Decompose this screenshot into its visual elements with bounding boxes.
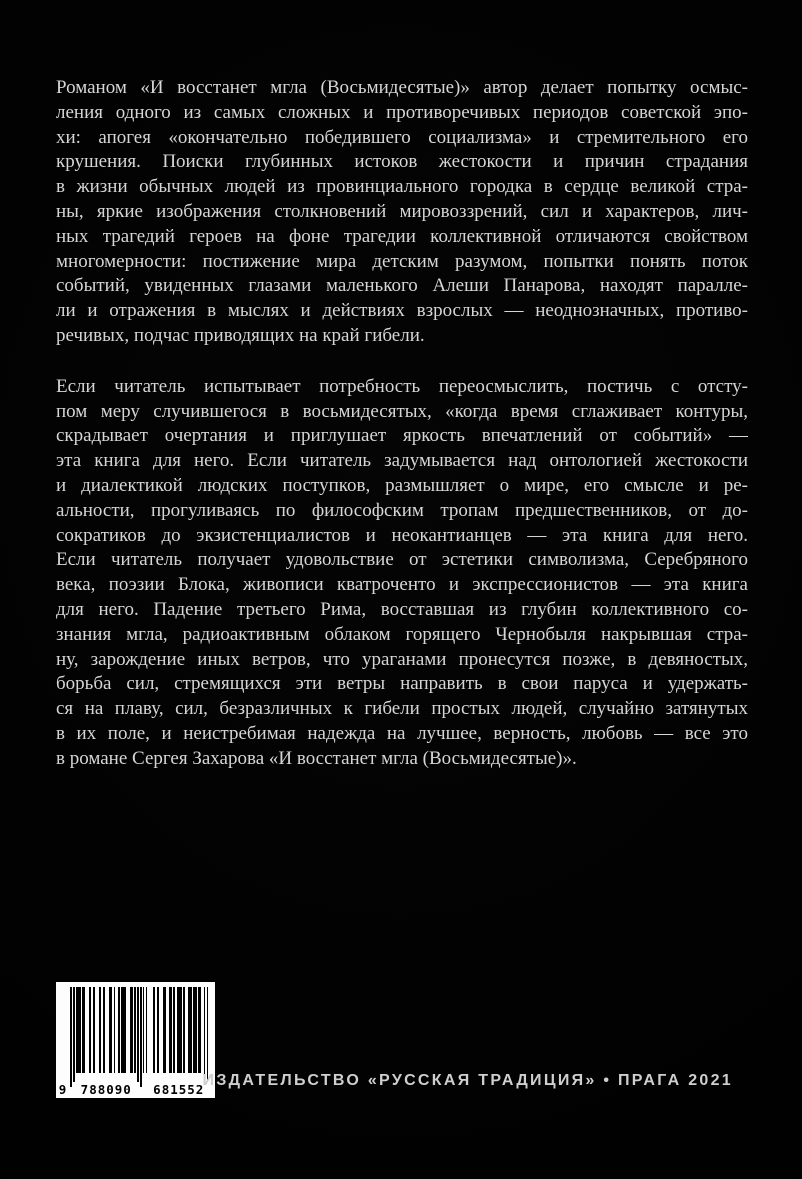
barcode-bar — [134, 987, 136, 1073]
annotation-text-block — [56, 76, 748, 772]
barcode-bar — [70, 987, 72, 1087]
blurb-line: речивых, подчас приводящих на край гибели. — [56, 324, 425, 346]
blurb-paragraph — [56, 76, 748, 349]
blurb-line: многомерности: постижение мира детским разумом, попытки понять поток — [56, 250, 748, 272]
barcode-bar — [73, 987, 75, 1087]
barcode-bar — [146, 987, 148, 1073]
blurb-line: ли и отражения в мыслях и действиях взрослых — неоднозначных, противо- — [56, 300, 748, 322]
blurb-line: ны, яркие изображения столкновений мировоззрений, сил и характеров, лич- — [56, 200, 748, 222]
blurb-line: ных трагедий героев на фоне трагедии коллективной отличаются свойством — [56, 225, 748, 247]
barcode-digits-right: 681552 — [146, 1082, 213, 1097]
publisher-imprint-line: ИЗДАТЕЛЬСТВО «РУССКАЯ ТРАДИЦИЯ» • ПРАГА 2021 — [202, 1072, 733, 1089]
barcode-bar — [180, 987, 182, 1073]
barcode-bar — [153, 987, 155, 1073]
barcode-bar — [140, 987, 142, 1087]
blurb-line: крушения. Поиски глубинных истоков жестокости и причин страдания — [56, 151, 748, 173]
blurb-line: событий, увиденных глазами маленького Алеши Панарова, находят паралле- — [56, 275, 748, 297]
barcode-bar — [199, 987, 201, 1073]
barcode-bar — [143, 987, 145, 1073]
barcode-bar — [191, 987, 193, 1073]
blurb-line: века, поэзии Блока, живописи кватроченто и экспрессионистов — эта книга — [56, 574, 748, 596]
blurb-line: Если читатель получает удовольствие от эстетики символизма, Серебряного — [56, 549, 748, 571]
blurb-line: альности, прогуливаясь по философским тропам предшественников, от до- — [56, 499, 748, 521]
barcode-digits — [56, 1082, 215, 1097]
blurb-line: пом меру случившегося в восьмидесятых, «когда время сглаживает контуры, — [56, 400, 748, 422]
barcode-bar — [111, 987, 113, 1073]
barcode-bar — [114, 987, 116, 1073]
blurb-line: скрадывает очертания и приглушает яркость впечатлений от событий» — — [56, 425, 748, 447]
barcode-bar — [195, 987, 197, 1073]
barcode-bar — [89, 987, 91, 1073]
blurb-line: эта книга для него. Если читатель задумывается над онтологией жестокости — [56, 450, 748, 472]
barcode-digits-left: 788090 — [73, 1082, 140, 1097]
blurb-line: ну, зарождение иных ветров, что ураганами пронесутся позже, в девяностых, — [56, 648, 748, 670]
barcode-bar — [157, 987, 159, 1073]
blurb-line: ления одного из самых сложных и противоречивых периодов советской эпо- — [56, 101, 748, 123]
barcode-bar — [183, 987, 185, 1073]
barcode-bar — [93, 987, 95, 1073]
blurb-paragraph — [56, 375, 748, 772]
barcode-bar — [103, 987, 105, 1073]
blurb-line: хи: апогея «окончательно победившего социализма» и стремительного его — [56, 126, 748, 148]
blurb-line: в жизни обычных людей из провинциального городка в сердце великой стра- — [56, 176, 748, 198]
blurb-line: в романе Сергея Захарова «И восстанет мгла (Восьмидесятые)». — [56, 747, 577, 769]
barcode-bar — [124, 987, 126, 1073]
barcode-bar — [131, 987, 133, 1073]
blurb-line: в их поле, и неистребимая надежда на лучшее, верность, любовь — все это — [56, 722, 748, 744]
blurb-line: Если читатель испытывает потребность переосмыслить, постичь с отсту- — [56, 375, 748, 397]
isbn-barcode — [56, 982, 215, 1098]
barcode-bar — [137, 987, 139, 1087]
blurb-line: знания мгла, радиоактивным облаком горящего Чернобыля накрывшая стра- — [56, 623, 748, 645]
barcode-bars — [70, 987, 208, 1087]
blurb-line: борьба сил, стремящихся эти ветры направить в свои паруса и удержать- — [56, 673, 748, 695]
blurb-line: сократиков до экзистенциалистов и неокантианцев — эта книга для него. — [56, 524, 748, 546]
barcode-bar — [79, 987, 81, 1073]
barcode-bar — [164, 987, 166, 1073]
barcode-bar — [118, 987, 120, 1073]
barcode-bar — [173, 987, 175, 1073]
barcode-bar — [83, 987, 85, 1073]
blurb-line: и диалектикой людских поступков, размышляет о мире, его смысле и ре- — [56, 474, 748, 496]
blurb-line: для него. Падение третьего Рима, восставшая из глубин коллективного со- — [56, 598, 748, 620]
barcode-bar — [170, 987, 172, 1073]
barcode-digit-first: 9 — [56, 1082, 70, 1097]
blurb-line: ся на плаву, сил, безразличных к гибели простых людей, случайно затянутых — [56, 698, 748, 720]
blurb-line: Романом «И восстанет мгла (Восьмидесятые)» автор делает попытку осмыс- — [56, 77, 748, 98]
barcode-bar — [99, 987, 101, 1073]
